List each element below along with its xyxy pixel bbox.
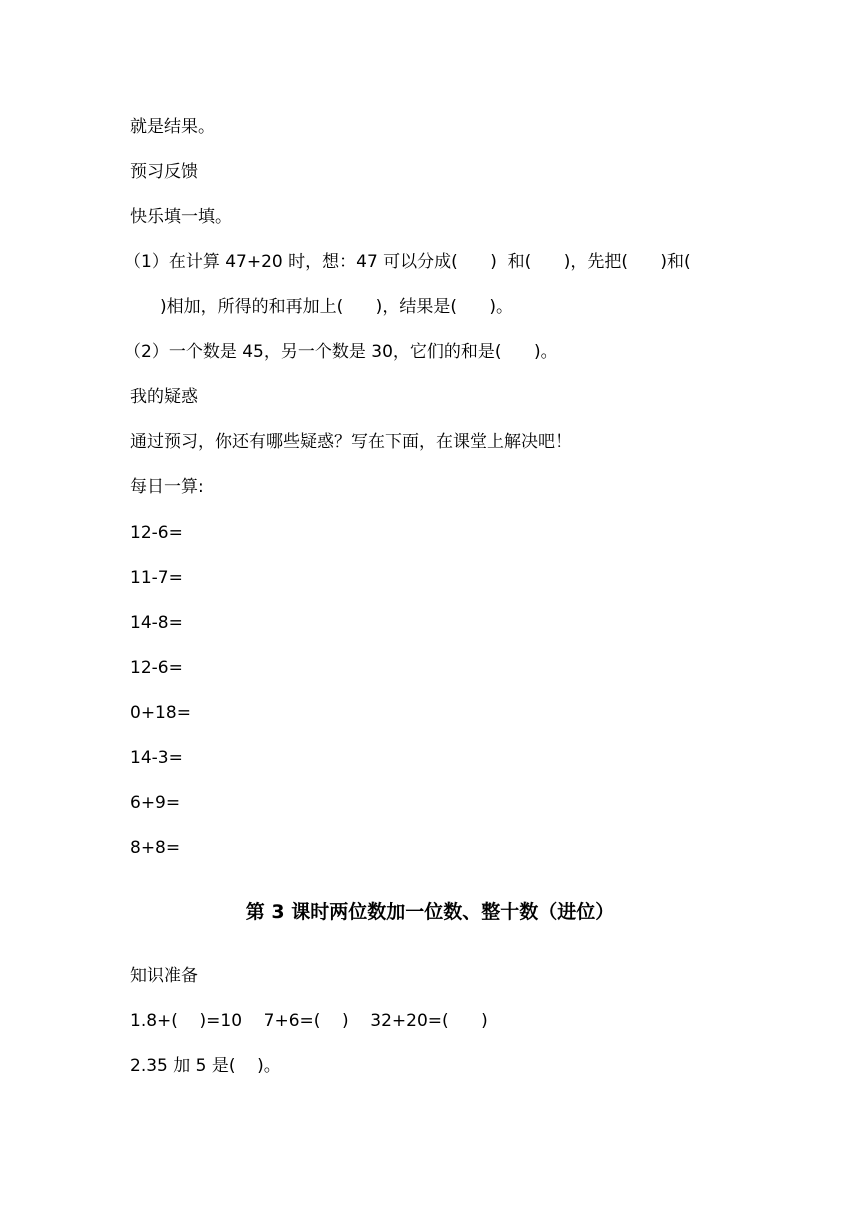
section-label-preview-feedback: 预习反馈 <box>130 162 198 182</box>
prep-exercise-2: 2.35 加 5 是( )。 <box>130 1056 281 1076</box>
instruction-fill-in: 快乐填一填。 <box>130 207 232 227</box>
section-label-knowledge-prep: 知识准备 <box>130 966 198 986</box>
section-label-my-doubts: 我的疑惑 <box>130 387 198 407</box>
calc-item: 14-3= <box>130 748 183 768</box>
text-line-continuation: 就是结果。 <box>130 117 215 137</box>
calc-item: 0+18= <box>130 703 191 723</box>
calc-item: 8+8= <box>130 838 181 858</box>
lesson-heading: 第 3 课时两位数加一位数、整十数（进位） <box>245 901 615 923</box>
calc-item: 11-7= <box>130 568 183 588</box>
question-1-line-2: )相加，所得的和再加上( )，结果是( )。 <box>160 297 514 317</box>
calc-item: 6+9= <box>130 793 181 813</box>
daily-calc-label: 每日一算: <box>130 477 204 497</box>
calc-item: 14-8= <box>130 613 183 633</box>
question-1-line-1: （1）在计算 47+20 时，想：47 可以分成( ) 和( )，先把( )和( <box>124 252 691 272</box>
prep-exercise-1: 1.8+( )=10 7+6=( ) 32+20=( ) <box>130 1011 488 1031</box>
calc-item: 12-6= <box>130 658 183 678</box>
doubts-instruction: 通过预习，你还有哪些疑惑？写在下面，在课堂上解决吧！ <box>130 432 572 452</box>
calc-item: 12-6= <box>130 523 183 543</box>
question-2: （2）一个数是 45，另一个数是 30，它们的和是( )。 <box>124 342 558 362</box>
